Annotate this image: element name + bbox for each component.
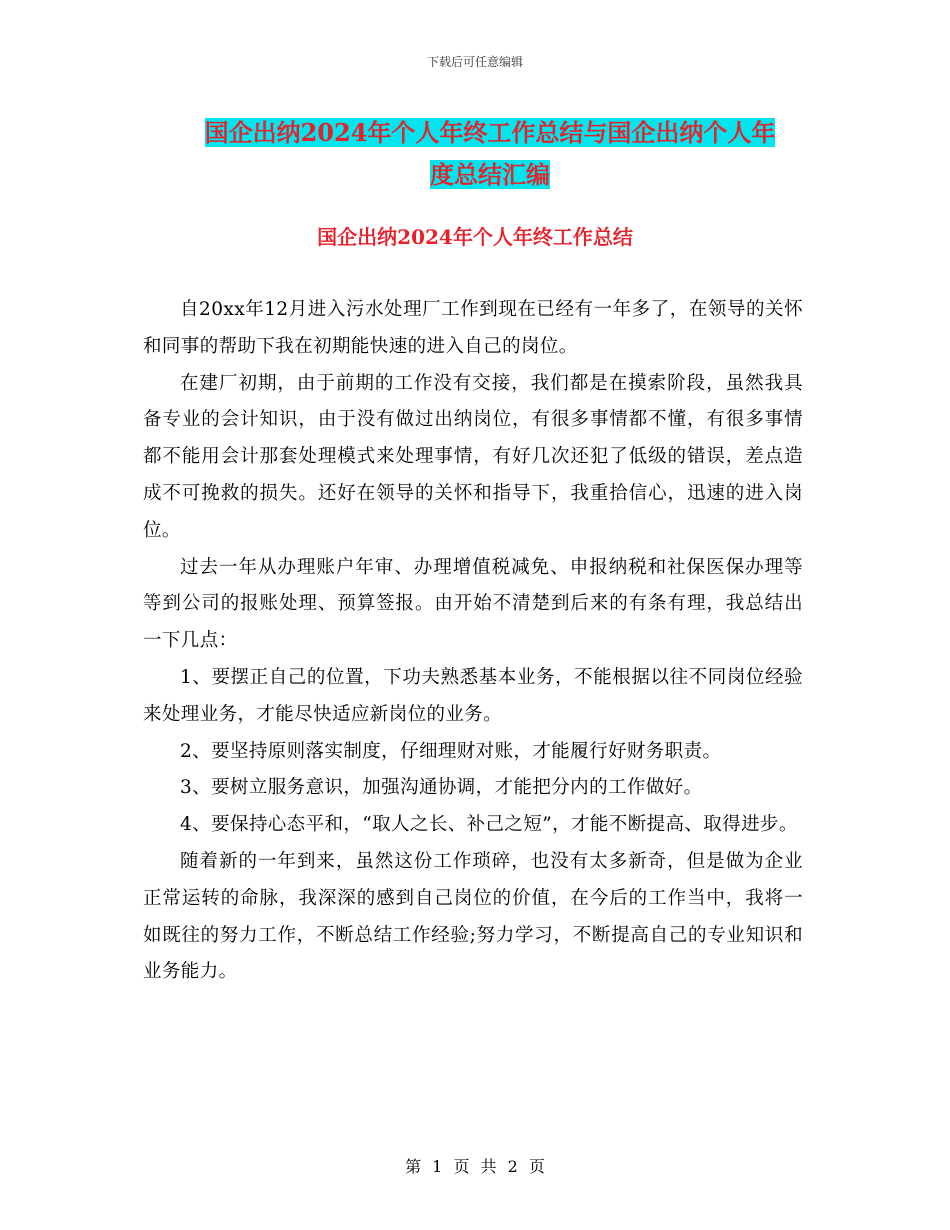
paragraph: 自20xx年12月进入污水处理厂工作到现在已经有一年多了，在领导的关怀和同事的帮助下我在初期能快速的进入自己的岗位。: [143, 299, 803, 357]
list-item: 1、要摆正自己的位置，下功夫熟悉基本业务，不能根据以往不同岗位经验来处理业务，才能尽快适应新岗位的业务。: [143, 666, 803, 725]
title-line-2: 度总结汇编: [430, 160, 550, 189]
paragraph: 过去一年从办理账户年审、办理增值税减免、申报纳税和社保医保办理等等到公司的报账处理、预算签报。由开始不清楚到后来的有条有理，我总结出一下几点：: [143, 556, 803, 652]
body-text: [143, 292, 803, 991]
paragraph: 在建厂初期，由于前期的工作没有交接，我们都是在摸索阶段，虽然我具备专业的会计知识，由于没有做过出纳岗位，有很多事情都不懂，有很多事情都不能用会计那套处理模式来处理事情，有好几次还犯了低级的错误，差点造成不可挽救的损失。还好在领导的关怀和指导下，我重拾信心，迅速的进入岗位。: [143, 372, 803, 541]
list-item: 3、要树立服务意识，加强沟通协调，才能把分内的工作做好。: [180, 777, 703, 799]
list-item: 4、要保持心态平和，“取人之长、补己之短”，才能不断提高、取得进步。: [180, 814, 798, 836]
title-line-1: 国企出纳2024年个人年终工作总结与国企出纳个人年: [204, 118, 776, 147]
list-item: 2、要坚持原则落实制度，仔细理财对账，才能履行好财务职责。: [180, 740, 722, 762]
page-footer: 第 1 页 共 2 页: [405, 1157, 545, 1176]
header-note: 下载后可任意编辑: [426, 55, 523, 69]
document-title: [140, 112, 840, 196]
paragraph: 随着新的一年到来，虽然这份工作琐碎，也没有太多新奇，但是做为企业正常运转的命脉，我深深的感到自己岗位的价值，在今后的工作当中，我将一如既往的努力工作，不断总结工作经验;努力学习，不断提高自己的专业知识和业务能力。: [143, 850, 803, 983]
section-title: 国企出纳2024年个人年终工作总结: [317, 225, 633, 249]
